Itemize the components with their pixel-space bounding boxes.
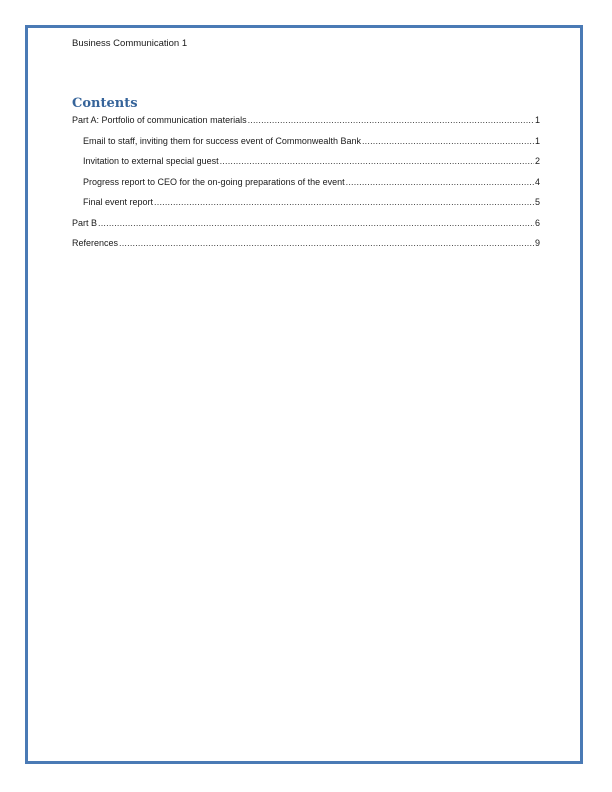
toc-entry-email-to-staff[interactable] [72, 136, 540, 157]
toc-entry-page: 6 [534, 217, 540, 228]
toc-heading: Contents [72, 96, 138, 111]
toc-entry-invitation[interactable] [72, 156, 540, 177]
toc-dot-leader [220, 156, 534, 166]
toc-dot-leader [154, 197, 534, 207]
toc-entry-references[interactable] [72, 238, 540, 259]
toc-dot-leader [98, 218, 534, 228]
toc-dot-leader [362, 136, 534, 146]
toc-entry-page: 4 [534, 176, 540, 187]
toc-entry-final-event-report[interactable] [72, 197, 540, 218]
toc-dot-leader [119, 238, 534, 248]
toc-entry-label: Email to staff, inviting them for success event of Commonwealth Bank [83, 135, 361, 146]
toc-entry-label: Part B [72, 217, 98, 228]
toc-entry-label: Progress report to CEO for the on-going preparations of the event [83, 176, 345, 187]
toc-entry-label: Invitation to external special guest [83, 156, 219, 166]
toc-entry-part-b[interactable] [72, 218, 540, 239]
toc-entry-page: 1 [534, 115, 540, 125]
toc-entry-page: 2 [534, 156, 540, 166]
toc-entry-page: 5 [534, 197, 540, 207]
toc-dot-leader [248, 115, 534, 125]
toc-entry-part-a[interactable] [72, 115, 540, 136]
toc-entry-progress-report[interactable] [72, 177, 540, 198]
table-of-contents [72, 115, 540, 259]
running-header: Business Communication 1 [72, 38, 188, 49]
toc-entry-page: 9 [534, 238, 540, 248]
toc-entry-label: Part A: Portfolio of communication materials [72, 115, 247, 125]
toc-entry-page: 1 [534, 135, 540, 146]
toc-dot-leader [346, 177, 534, 187]
toc-entry-label: Final event report [83, 197, 154, 207]
toc-entry-label: References [72, 238, 119, 248]
